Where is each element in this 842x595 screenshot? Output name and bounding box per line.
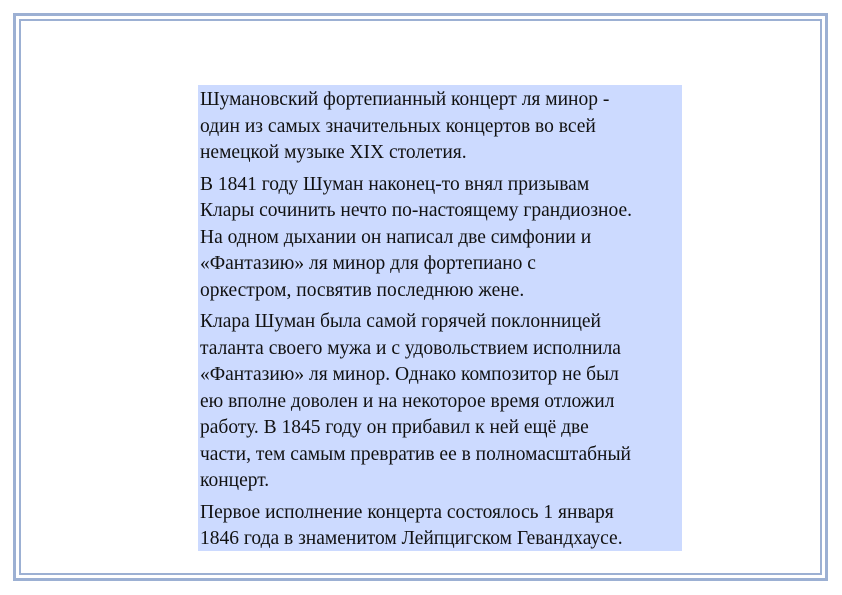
paragraph-premiere: Первое исполнение концерта состоялось 1 января 1846 года в знаменитом Лейпцигском Гевандхаусе. bbox=[200, 501, 623, 549]
text-box bbox=[198, 85, 682, 551]
paragraph-intro: Шумановский фортепианный концерт ля минор - один из самых значительных концертов во всей немецкой музыке XIX столетия. bbox=[200, 89, 610, 163]
paragraph-1841: В 1841 году Шуман наконец-то внял призывам Клары сочинить нечто по-настоящему грандиозное. На одном дыхании он написал две симфонии и «Фантазию» ля минор для фортепиано с оркестром, посвятив последнюю жене. bbox=[200, 173, 632, 301]
paragraph-clara: Клара Шуман была самой горячей поклонницей таланта своего мужа и с удовольствием исполнила «Фантазию» ля минор. Однако композитор не был ею вполне доволен и на некоторое время отложил работу. В 1845 году он прибавил к ней ещё две части, тем самым превратив ее в полномасштабный концерт. bbox=[200, 311, 631, 491]
